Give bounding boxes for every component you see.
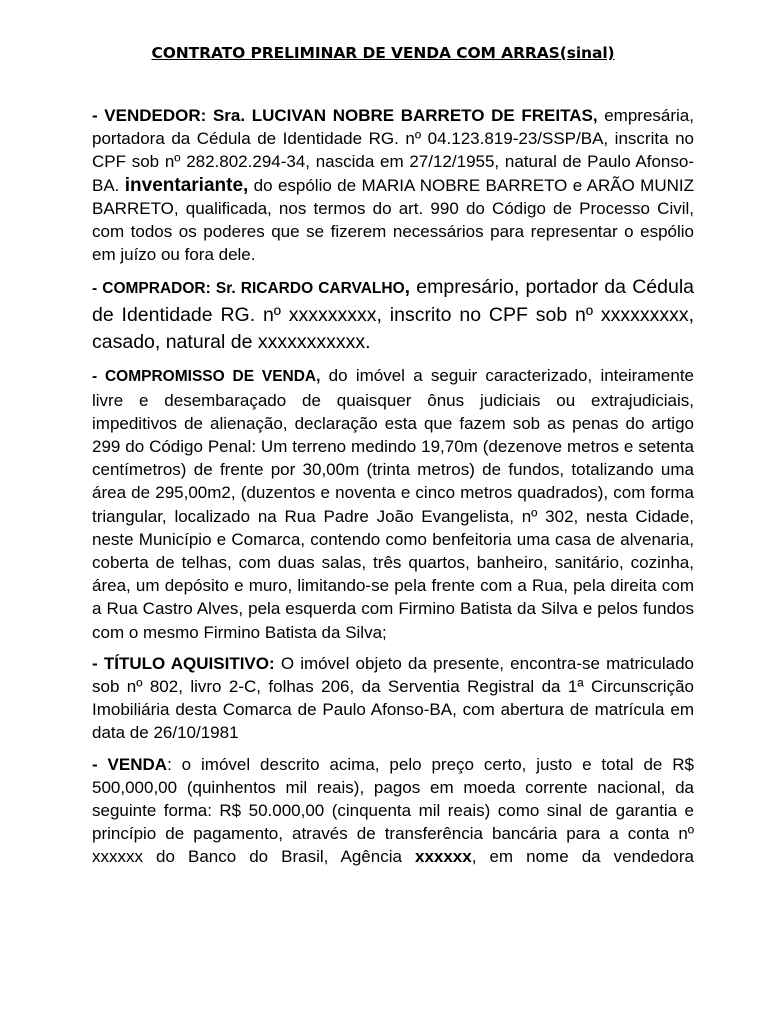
agencia-value: xxxxxx bbox=[414, 847, 472, 867]
vendedor-text-continued: do espólio de MARIA NOBRE BARRETO e ARÃO MUNIZ BARRETO, qualificada, nos termos do art. 990 do Código de Processo Civil, com todos os poderes que se fizerem necessários para representar o espólio em juízo ou fora dele. bbox=[92, 175, 694, 265]
comprador-label: - COMPRADOR: Sr. RICARDO CARVALHO bbox=[92, 280, 405, 298]
vendedor-label: - VENDEDOR: Sra. LUCIVAN NOBRE BARRETO DE FREITAS, bbox=[92, 106, 598, 125]
venda-text-continued: , em nome da vendedora bbox=[471, 847, 694, 867]
compromisso-label: - COMPROMISSO DE VENDA, bbox=[92, 368, 321, 386]
titulo-text: O imóvel objeto da presente, encontra-se matriculado sob nº 802, livro 2-C, folhas 206, da Serventia Registral da 1ª Circunscrição Imobiliária desta Comarca de Paulo Afonso-BA, com abertura de matrícula em data de 26/10/1981 bbox=[92, 653, 694, 743]
titulo-clause bbox=[92, 652, 694, 745]
titulo-label: - TÍTULO AQUISITIVO: bbox=[92, 653, 275, 673]
comprador-comma: , bbox=[404, 276, 411, 299]
contract-title: CONTRATO PRELIMINAR DE VENDA COM ARRAS(sinal) bbox=[151, 44, 615, 62]
compromisso-text: do imóvel a seguir caracterizado, inteiramente livre e desembaraçado de quaisquer ônus judiciais ou extrajudiciais, impeditivos de alienação, declaração esta que fazem sob as penas do artigo 299 do Código Penal: Um terreno medindo 19,70m (dezenove metros e setenta centímetros) de frente por 30,00m (trinta metros) de fundos, totalizando uma área de 295,00m2, (duzentos e noventa e cinco metros quadrados), com forma triangular, localizado na Rua Padre João Evangelista, nº 302, nesta Cidade, neste Município e Comarca, contendo como benfeitoria uma casa de alvenaria, coberta de telhas, com duas salas, três quartos, banheiro, sanitário, cozinha, área, um depósito e muro, limitando-se pela frente com a Rua, pela direita com a Rua Castro Alves, pela esquerda com Firmino Batista da Silva e pelos fundos com o mesmo Firmino Batista da Silva; bbox=[92, 366, 694, 642]
compromisso-clause bbox=[92, 364, 694, 643]
venda-label: - VENDA bbox=[92, 754, 168, 774]
venda-clause bbox=[92, 753, 694, 869]
comprador-text: empresário, portador da Cédula de Identidade RG. nº xxxxxxxxx, inscrito no CPF sob nº xxxxxxxxx, casado, natural de xxxxxxxxxxx. bbox=[92, 276, 694, 354]
contract-body bbox=[92, 104, 694, 877]
comprador-clause bbox=[92, 274, 694, 356]
venda-text: : o imóvel descrito acima, pelo preço certo, justo e total de R$ 500,000,00 (quinhentos mil reais), pagos em moeda corrente nacional, da seguinte forma: R$ 50.000,00 (cinquenta mil reais) como sinal de garantia e princípio de pagamento, através de transferência bancária para a conta nº xxxxxx do Banco do Brasil, Agência bbox=[92, 754, 694, 867]
vendedor-text: empresária, portadora da Cédula de Identidade RG. nº 04.123.819-23/SSP/BA, inscrita no CPF sob nº 282.802.294-34, nascida em 27/12/1955, natural de Paulo Afonso-BA. bbox=[92, 106, 694, 195]
vendedor-clause bbox=[92, 104, 694, 266]
inventariante-emphasis: inventariante, bbox=[124, 174, 249, 196]
